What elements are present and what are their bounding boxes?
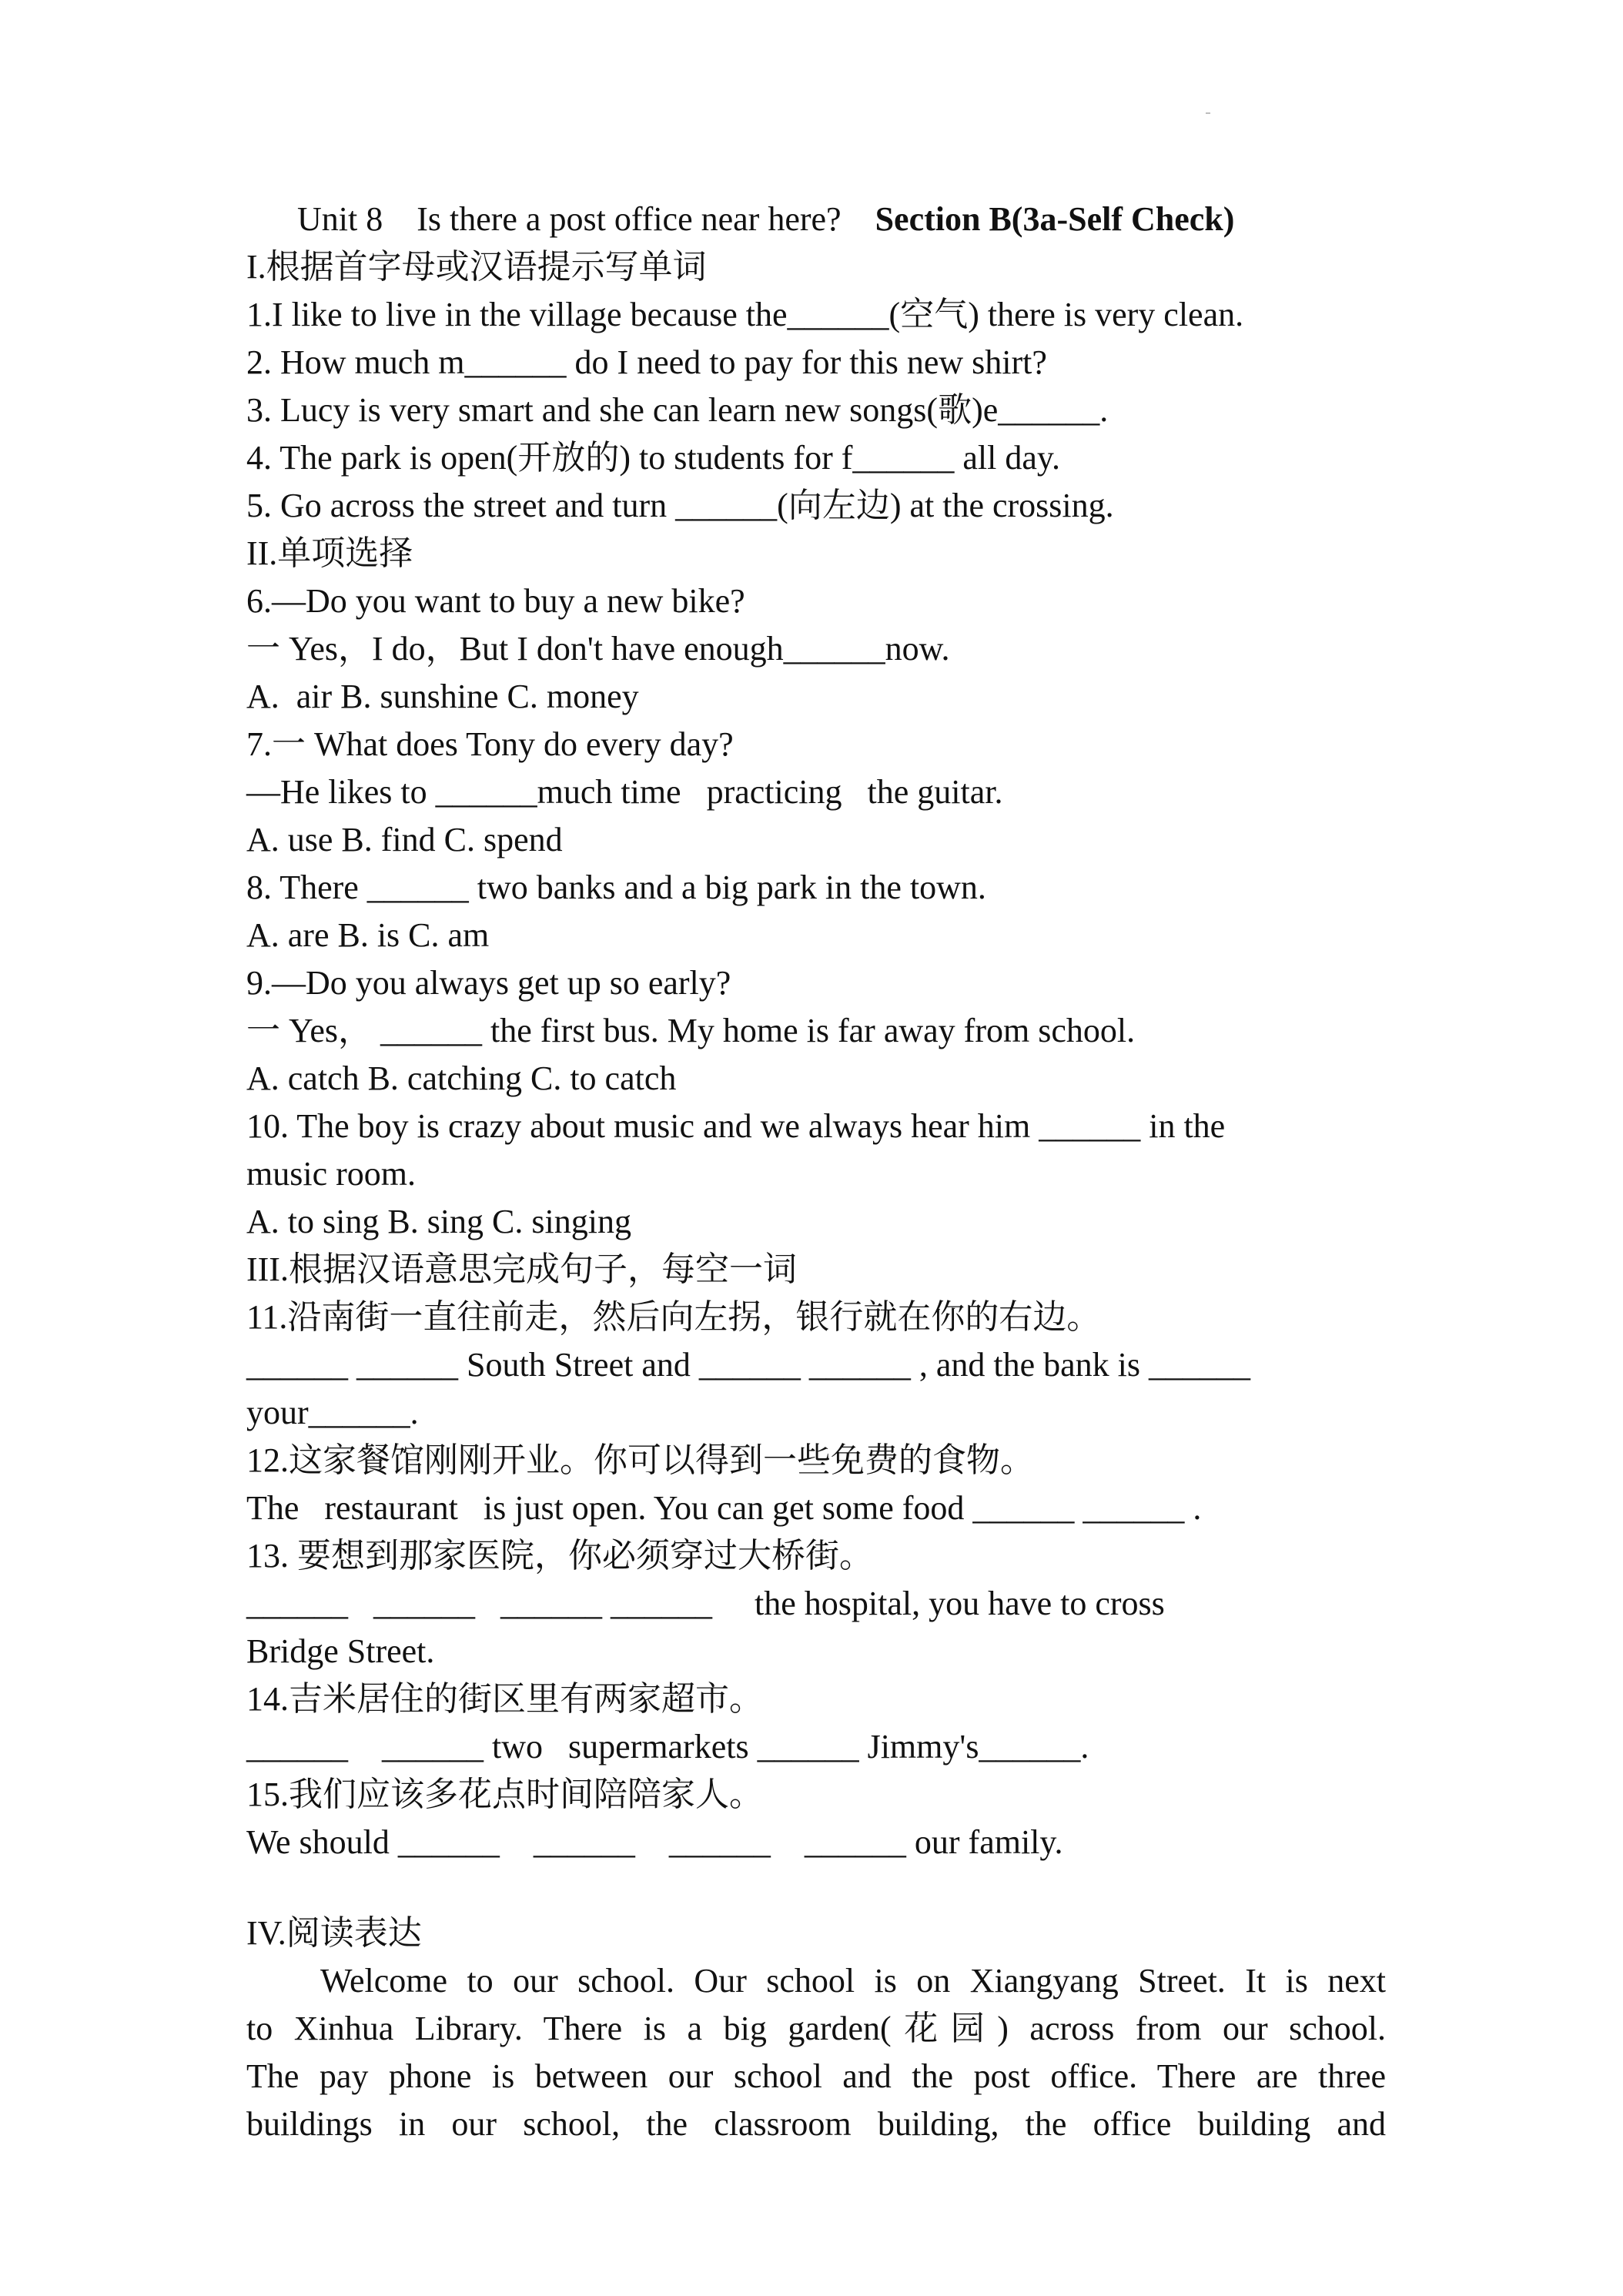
question-6-reply: 一 Yes，I do，But I don't have enough______now. — [246, 630, 950, 668]
question-6-prompt: 6.—Do you want to buy a new bike? — [246, 582, 745, 620]
question-11-chinese: 11.沿南街一直往前走，然后向左拐，银行就在你的右边。 — [246, 1298, 1101, 1336]
reading-passage-line-3: The pay phone is between our school and the post office. There are three — [246, 2057, 1386, 2095]
question-7-reply: —He likes to ______much time practicing the guitar. — [246, 773, 1003, 811]
question-11-english: ______ ______ South Street and ______ ______ , and the bank is ______ — [246, 1346, 1251, 1384]
section-spacer — [246, 1866, 1386, 1909]
question-6-options: A. air B. sunshine C. money — [246, 678, 639, 715]
worksheet-page — [246, 196, 1386, 2148]
part4-heading: IV.阅读表达 — [246, 1914, 422, 1952]
question-13-english-cont: Bridge Street. — [246, 1632, 435, 1670]
question-12-chinese: 12.这家餐馆刚刚开业。你可以得到一些免费的食物。 — [246, 1441, 1034, 1479]
title-section: Section B(3a-Self Check) — [875, 200, 1235, 238]
question-10-prompt-cont: music room. — [246, 1155, 416, 1193]
question-9-reply: 一 Yes， ______ the first bus. My home is far away from school. — [246, 1012, 1136, 1049]
part2-heading: II.单项选择 — [246, 534, 413, 572]
question-13-chinese: 13. 要想到那家医院，你必须穿过大桥街。 — [246, 1537, 873, 1575]
question-9-options: A. catch B. catching C. to catch — [246, 1059, 677, 1097]
question-1: 1.I like to live in the village because the______(空气) there is very clean. — [246, 296, 1244, 333]
question-2: 2. How much m______ do I need to pay for this new shirt? — [246, 343, 1047, 381]
question-15-chinese: 15.我们应该多花点时间陪陪家人。 — [246, 1776, 763, 1813]
reading-passage-line-2: to Xinhua Library. There is a big garden(花园) across from our school. — [246, 2010, 1386, 2047]
question-13-english: ______ ______ ______ ______ the hospital, you have to cross — [246, 1585, 1165, 1622]
question-11-english-cont: your______. — [246, 1394, 419, 1431]
question-3: 3. Lucy is very smart and she can learn new songs(歌)e______. — [246, 391, 1109, 429]
question-15-english: We should ______ ______ ______ ______ our family. — [246, 1823, 1063, 1861]
question-10-prompt: 10. The boy is crazy about music and we always hear him ______ in the — [246, 1107, 1226, 1145]
question-9-prompt: 9.—Do you always get up so early? — [246, 964, 731, 1002]
question-10-options: A. to sing B. sing C. singing — [246, 1203, 631, 1240]
question-5: 5. Go across the street and turn ______(向左边) at the crossing. — [246, 487, 1114, 524]
question-8-prompt: 8. There ______ two banks and a big park in the town. — [246, 869, 986, 906]
question-7-options: A. use B. find C. spend — [246, 821, 563, 858]
question-7-prompt: 7.一 What does Tony do every day? — [246, 725, 734, 763]
question-12-english: The restaurant is just open. You can get some food ______ ______ . — [246, 1489, 1202, 1527]
title-unit: Unit 8 Is there a post office near here? — [297, 200, 875, 238]
scan-speck — [1206, 112, 1210, 114]
question-14-chinese: 14.吉米居住的街区里有两家超市。 — [246, 1680, 763, 1718]
reading-passage-line-4: buildings in our school, the classroom building, the office building and — [246, 2105, 1386, 2143]
part1-heading: I.根据首字母或汉语提示写单词 — [246, 248, 707, 286]
question-4: 4. The park is open(开放的) to students for f______ all day. — [246, 439, 1061, 477]
reading-passage-line-1: Welcome to our school. Our school is on Xiangyang Street. It is next — [320, 1962, 1386, 2000]
question-14-english: ______ ______ two supermarkets ______ Jimmy's______. — [246, 1728, 1089, 1766]
page-title — [246, 196, 1386, 243]
part3-heading: III.根据汉语意思完成句子，每空一词 — [246, 1250, 797, 1288]
question-8-options: A. are B. is C. am — [246, 916, 490, 954]
